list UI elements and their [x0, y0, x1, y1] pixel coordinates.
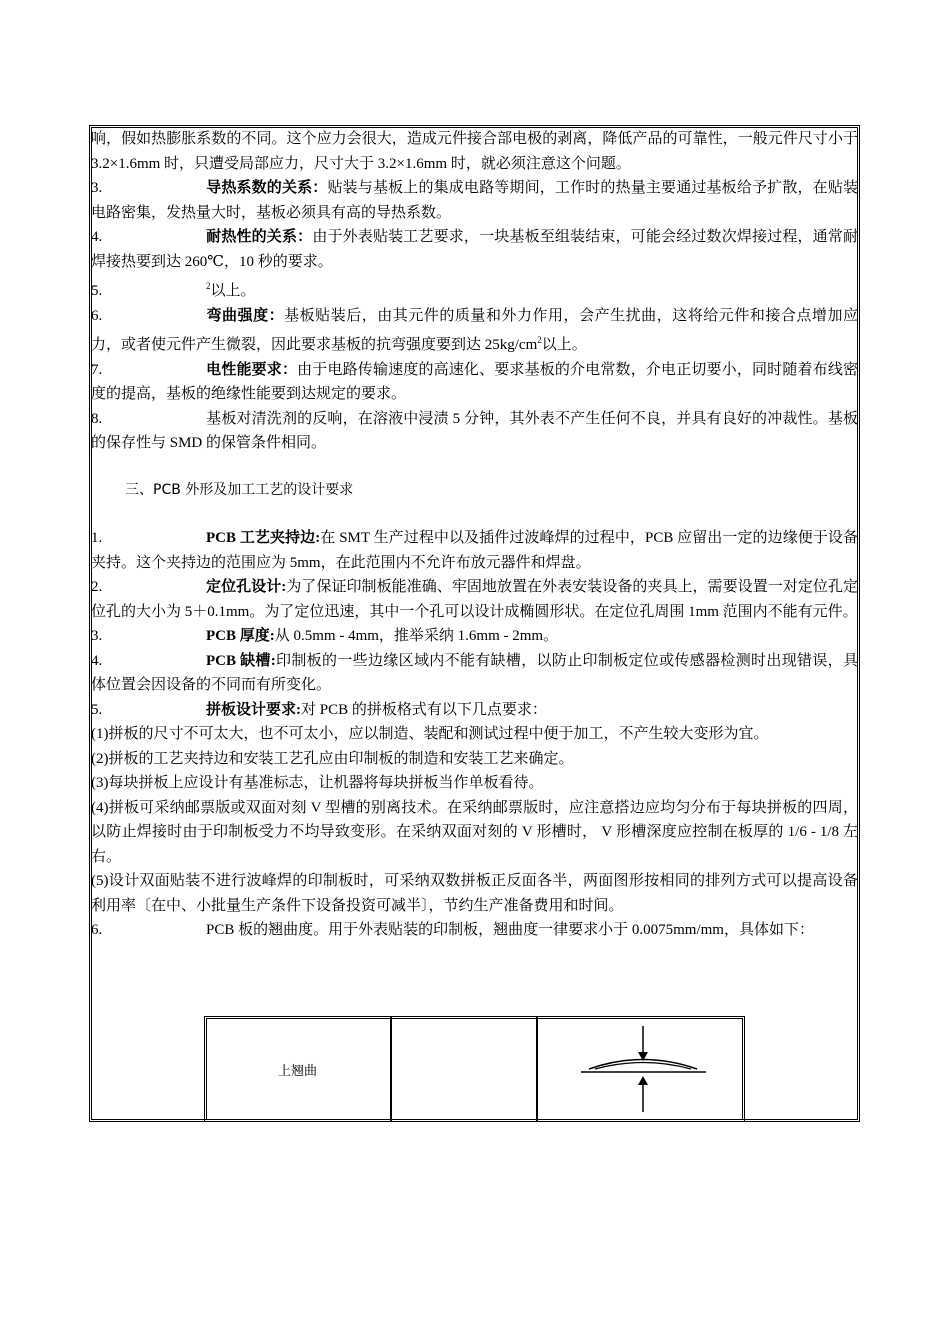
paragraph-continuation: 响，假如热膨胀系数的不同。这个应力会很大，造成元件接合部电极的剥离，降低产品的可靠性，一般元件尺寸小于 3.2×1.6mm 时，只遭受局部应力，尺寸大于 3.2×1.6mm 时，就必须注意这个问题。: [91, 131, 858, 172]
bottom-arrow-head: [638, 1076, 648, 1085]
item-8: 8. 基板对清洗剂的反响，在溶液中浸渍 5 分钟，其外表不产生任何不良，并具有良好的冲裁性。基板的保存性与 SMD 的保管条件相同。: [91, 410, 858, 451]
req-4: 4. PCB 缺槽:印制板的一些边缘区域内不能有缺槽，以防止印制板定位或传感器检测时出现错误，具体位置会因设备的不同而有所变化。: [91, 652, 858, 693]
document-body: [91, 127, 858, 943]
item-7: 7. 电性能要求：由于电路传输速度的高速化、要求基板的介电常数，介电正切要小，同时随着布线密度的提高，基板的绝缘性能要到达规定的要求。: [91, 361, 858, 402]
warpage-diagram-cell: [538, 1017, 744, 1121]
section-heading: 三、PCB 外形及加工工艺的设计要求: [125, 481, 354, 498]
req-5-sub-4: (4)拼板可采纳邮票版或双面对刻 V 型槽的别离技术。在采纳邮票版时，应注意搭边应均匀分布于每块拼板的四周，以防止焊接时由于印制板受力不均导致变形。在采纳双面对刻的 V 形槽时， V 形槽深度应控制在板厚的 1/6 - 1/8 左右。: [91, 799, 858, 865]
req-1: 1. PCB 工艺夹持边:在 SMT 生产过程中以及插件过波峰焊的过程中，PCB 应留出一定的边缘便于设备夹持。这个夹持边的范围应为 5mm，在此范围内不允许布放元器件和焊盘。: [91, 530, 858, 571]
item-5: 5. $^2$以上。: [91, 281, 256, 299]
req-3: 3. PCB 厚度:从 0.5mm - 4mm，推举采纳 1.6mm - 2mm。: [91, 628, 559, 644]
warpage-label-cell: [205, 1017, 392, 1121]
req-5: 5. 拼板设计要求:对 PCB 的拼板格式有以下几点要求：: [91, 701, 547, 718]
item-4: 4. 耐热性的关系：由于外表贴装工艺要求，一块基板至组装结束，可能会经过数次焊接过程，通常耐焊接热要到达 260℃，10 秒的要求。: [91, 229, 858, 270]
warpage-label: 上翘曲: [277, 1062, 317, 1078]
item-6: 6. 弯曲强度：基板贴装后，由其元件的质量和外力作用，会产生扰曲，这将给元件和接合点增加应力，或者使元件产生微裂，因此要求基板的抗弯强度要到达 $25kg/cm^2$以上。: [91, 307, 858, 353]
item-3: 3. 导热系数的关系：贴装与基板上的集成电路等期间，工作时的热量主要通过基板给予扩散，在贴装电路密集，发热量大时，基板必须具有高的导热系数。: [91, 180, 858, 221]
empty-cell: [392, 1017, 538, 1121]
req-5-sub-5: (5)设计双面贴装不进行波峰焊的印制板时，可采纳双数拼板正反面各半，两面图形按相同的排列方式可以提高设备利用率〔在中、小批量生产条件下设备投资可减半〕，节约生产准备费用和时间。: [91, 873, 858, 914]
upward-warp-diagram: [561, 1024, 721, 1114]
req-6: 6. PCB 板的翘曲度。用于外表贴装的印制板，翘曲度一律要求小于 0.0075mm/mm，具体如下：: [91, 922, 814, 938]
warpage-figure-table: [204, 1016, 745, 1122]
req-5-sub-3: (3)每块拼板上应设计有基准标志，让机器将每块拼板当作单板看待。: [91, 775, 544, 791]
req-5-sub-2: (2)拼板的工艺夹持边和安装工艺孔应由印制板的制造和安装工艺来确定。: [91, 750, 574, 767]
req-5-sub-1: (1)拼板的尺寸不可太大，也不可太小，应以制造、装配和测试过程中便于加工，不产生较大变形为宜。: [91, 726, 769, 742]
req-2: 2. 定位孔设计:为了保证印制板能准确、牢固地放置在外表安装设备的夹具上，需要设置一对定位孔定位孔的大小为 5＋0.1mm。为了定位迅速，其中一个孔可以设计成椭圆形状。在定位孔周围 1mm 范围内不能有元件。: [91, 579, 858, 620]
